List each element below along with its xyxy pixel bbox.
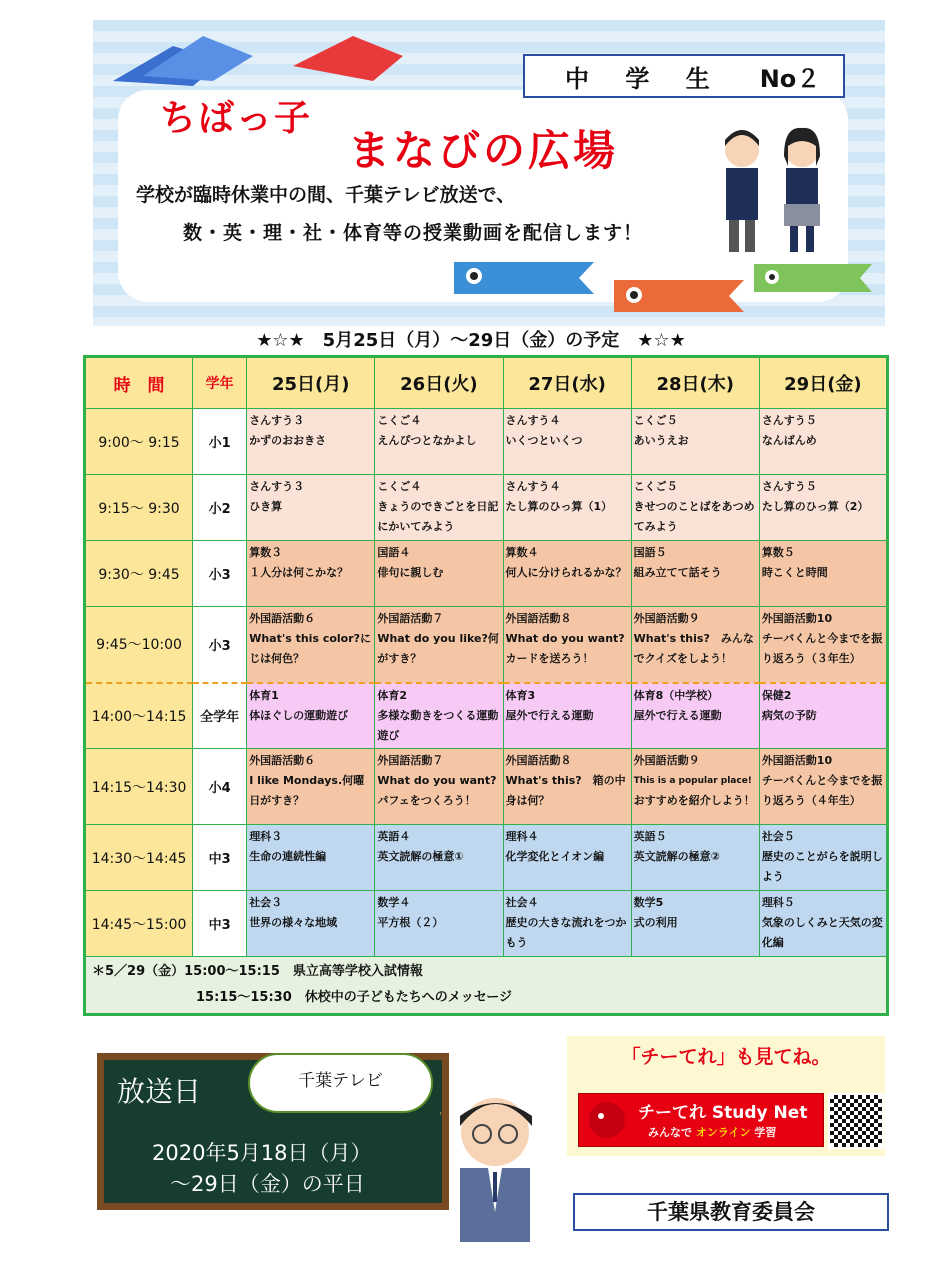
lesson-topic: 平方根（２） [377, 916, 444, 929]
lesson-subject: こくご５ [633, 414, 678, 427]
day-header: 25日(月) [247, 357, 375, 409]
lesson-cell [503, 891, 631, 957]
lesson-subject: 体育8（中学校） [633, 688, 719, 702]
lesson-cell [247, 409, 375, 475]
lesson-subject: さんすう３ [249, 480, 305, 493]
lesson-subject: 外国語活動８ [505, 754, 572, 767]
lesson-topic: たし算のひっ算（1） [505, 500, 613, 513]
lesson-cell [503, 825, 631, 891]
lesson-cell [503, 607, 631, 683]
lesson-cell [759, 409, 887, 475]
lesson-cell [503, 475, 631, 541]
lesson-topic: 多様な動きをつくる運動遊び [377, 708, 499, 742]
lesson-topic: 歴史の大きな流れをつかもう [505, 916, 627, 949]
lesson-cell [375, 607, 503, 683]
lesson-cell [631, 607, 759, 683]
lesson-cell [247, 607, 375, 683]
lesson-cell [247, 541, 375, 607]
table-row [85, 409, 888, 475]
lesson-cell [759, 749, 887, 825]
lesson-cell [503, 541, 631, 607]
lesson-cell [375, 825, 503, 891]
time-cell: 9:45～10:00 [85, 607, 193, 683]
table-row [85, 541, 888, 607]
lesson-topic: チーバくんと今までを振り返ろう（４年生） [761, 774, 883, 807]
grade-box [523, 54, 845, 98]
issue-number: No２ [759, 64, 821, 93]
lesson-topic: What do you like?何がすき？ [377, 632, 499, 665]
lesson-topic-small: This is a popular place! [633, 776, 752, 786]
carp-streamer-icons [454, 258, 874, 318]
grade-cell: 小3 [193, 541, 247, 607]
time-cell: 9:15～ 9:30 [85, 475, 193, 541]
lesson-topic: 組み立てて話そう [633, 566, 722, 579]
lesson-topic: 式の利用 [633, 916, 678, 929]
lesson-topic: What's this? 箱の中身は何？ [505, 774, 626, 807]
lesson-topic: 俳句に親しむ [377, 566, 444, 579]
lesson-subject: 算数４ [505, 546, 539, 559]
lesson-topic: 体ほぐしの運動遊び [249, 708, 349, 722]
lesson-subject: 国語５ [633, 546, 667, 559]
lesson-topic: 屋外で行える運動 [633, 708, 722, 722]
lesson-topic: きょうのできごとを日記にかいてみよう [377, 500, 499, 533]
time-cell: 14:15～14:30 [85, 749, 193, 825]
lesson-subject: さんすう４ [505, 480, 561, 493]
lesson-topic: 何人に分けられるかな？ [505, 566, 627, 579]
grade-cell: 全学年 [193, 683, 247, 749]
lesson-cell [375, 749, 503, 825]
lesson-topic: What do you want? カードを送ろう！ [505, 632, 625, 665]
lesson-topic: あいうえお [633, 434, 689, 447]
grade-cell: 小4 [193, 749, 247, 825]
lesson-topic: 病気の予防 [761, 708, 817, 722]
lesson-cell [247, 475, 375, 541]
lesson-cell [759, 607, 887, 683]
lesson-subject: 外国語活動８ [505, 612, 572, 625]
lesson-topic: 時こくと時間 [761, 566, 828, 579]
lesson-subject: 数学5 [633, 896, 664, 909]
lesson-topic: 英文読解の極意② [633, 850, 720, 863]
lesson-subject: こくご４ [377, 480, 422, 493]
study-net-tagline [648, 1124, 776, 1140]
time-cell: 14:00～14:15 [85, 683, 193, 749]
lesson-subject: 体育1 [249, 688, 279, 702]
lesson-subject: 理科３ [249, 830, 283, 843]
lesson-topic: ひき算 [249, 500, 283, 513]
day-header: 27日(水) [503, 357, 631, 409]
lesson-subject: 国語４ [377, 546, 411, 559]
lesson-subject: 外国語活動７ [377, 754, 444, 767]
lesson-subject: 理科４ [505, 830, 539, 843]
grade-cell: 小2 [193, 475, 247, 541]
date-range: ★☆★ 5月25日（月）～29日（金）の予定 ★☆★ [256, 330, 686, 351]
note-line-2: 15:15～15:30 休校中の子どもたちへのメッセージ [196, 990, 512, 1005]
lesson-subject: 英語４ [377, 830, 411, 843]
lesson-cell [631, 475, 759, 541]
lesson-cell [247, 749, 375, 825]
lesson-subject: さんすう５ [761, 480, 817, 493]
lesson-cell [759, 683, 887, 749]
study-net-brand: チーてれ Study Net [638, 1103, 808, 1123]
note-line-1: ＊5／29（金）15:00～15:15 県立高等学校入試情報 [92, 964, 423, 979]
students-illustration [712, 122, 842, 257]
lesson-cell [503, 409, 631, 475]
lesson-cell [375, 541, 503, 607]
day-header: 26日(火) [375, 357, 503, 409]
lesson-topic: いくつといくつ [505, 434, 583, 447]
lesson-topic: チーバくんと今までを振り返ろう（３年生） [761, 632, 883, 665]
table-row [85, 825, 888, 891]
lesson-cell [247, 825, 375, 891]
publisher-box: 千葉県教育委員会 [573, 1193, 889, 1231]
teacher-illustration [440, 1082, 560, 1242]
lesson-cell [631, 541, 759, 607]
lesson-cell [247, 683, 375, 749]
lesson-subject: 数学４ [377, 896, 411, 909]
lesson-topic: きせつのことばをあつめてみよう [633, 500, 755, 533]
lesson-subject: こくご４ [377, 414, 422, 427]
lesson-topic: 生命の連続性編 [249, 850, 327, 863]
lesson-topic: 歴史のことがらを説明しよう [761, 850, 883, 883]
chiiba-kun-icon [585, 1098, 629, 1142]
tagline-online: オンライン [695, 1126, 751, 1139]
grade-cell: 中3 [193, 825, 247, 891]
lesson-topic: おすすめを紹介しよう！ [633, 794, 755, 807]
speech-cloud: 千葉テレビ [248, 1053, 433, 1113]
lesson-subject: 社会５ [761, 830, 795, 843]
day-header: 29日(金) [759, 357, 887, 409]
grade-cell: 小1 [193, 409, 247, 475]
koinobori-decoration [103, 26, 453, 96]
time-cell: 14:30～14:45 [85, 825, 193, 891]
lesson-topic: What do you want? パフェをつくろう！ [377, 774, 497, 807]
lesson-subject: 社会４ [505, 896, 539, 909]
lesson-subject: 外国語活動６ [249, 754, 316, 767]
schedule-table [83, 355, 889, 1016]
lesson-subject: 社会３ [249, 896, 283, 909]
lesson-topic: なんばんめ [761, 434, 817, 447]
lesson-cell [375, 409, 503, 475]
lesson-subject: さんすう４ [505, 414, 561, 427]
table-row [85, 607, 888, 683]
grade-label: 中 学 生 [565, 64, 724, 93]
time-cell: 9:00～ 9:15 [85, 409, 193, 475]
broadcast-date-label: 放送日 [117, 1075, 202, 1108]
lesson-cell [503, 683, 631, 749]
lesson-subject: さんすう５ [761, 414, 817, 427]
lesson-topic: １人分は何こかな？ [249, 566, 349, 579]
lesson-topic: たし算のひっ算（2） [761, 500, 869, 513]
table-header-row [85, 357, 888, 409]
lesson-topic: I like Mondays.何曜日がすき？ [249, 774, 365, 807]
lesson-subject: 算数５ [761, 546, 795, 559]
lesson-topic: かずのおおきさ [249, 434, 327, 447]
table-row [85, 683, 888, 749]
title-line-1: ちばっ子 [160, 98, 313, 139]
title-line-2: まなびの広場 [348, 126, 619, 175]
day-header: 28日(木) [631, 357, 759, 409]
broadcast-date-line-2: ～29日（金）の平日 [170, 1172, 365, 1196]
lesson-subject: 外国語活動９ [633, 612, 700, 625]
lesson-cell [247, 891, 375, 957]
description-line-1: 学校が臨時休業中の間、千葉テレビ放送で、 [136, 184, 516, 206]
lesson-topic: 気象のしくみと天気の変化編 [761, 916, 883, 949]
lesson-subject: 体育2 [377, 688, 407, 702]
description-line-2: 数・英・理・社・体育等の授業動画を配信します！ [183, 222, 644, 244]
lesson-cell [503, 749, 631, 825]
lesson-topic: What's this? みんなでクイズをしよう！ [633, 632, 754, 665]
lesson-topic: 世界の様々な地域 [249, 916, 338, 929]
grade-column-header: 学年 [193, 357, 247, 409]
broadcast-date-line-1: 2020年5月18日（月） [152, 1141, 372, 1165]
lesson-cell [631, 683, 759, 749]
lesson-subject: 理科５ [761, 896, 795, 909]
lesson-cell [759, 825, 887, 891]
qr-code-icon[interactable] [828, 1093, 884, 1149]
lesson-topic: What's this color?にじは何色？ [249, 632, 372, 665]
time-column-header: 時 間 [85, 357, 193, 409]
lesson-subject: 外国語活動６ [249, 612, 316, 625]
lesson-topic: 屋外で行える運動 [505, 708, 594, 722]
lesson-cell [759, 475, 887, 541]
grade-cell: 中3 [193, 891, 247, 957]
lesson-cell [375, 891, 503, 957]
lesson-subject: こくご５ [633, 480, 678, 493]
lesson-subject: 外国語活動９ [633, 754, 700, 767]
lesson-subject: 外国語活動10 [761, 754, 833, 767]
tagline-prefix: みんなで [648, 1126, 696, 1139]
notes-row [85, 957, 888, 1015]
lesson-cell [375, 475, 503, 541]
lesson-subject: 保健2 [761, 688, 792, 702]
lesson-topic: 英文読解の極意① [377, 850, 464, 863]
schedule-notes [85, 957, 888, 1015]
grade-cell: 小3 [193, 607, 247, 683]
lesson-cell [631, 825, 759, 891]
lesson-cell [631, 891, 759, 957]
lesson-subject: 外国語活動７ [377, 612, 444, 625]
lesson-cell [631, 409, 759, 475]
lesson-subject: 英語５ [633, 830, 667, 843]
ad-title: 「チーてれ」も見てね。 [621, 1046, 831, 1068]
lesson-cell [631, 749, 759, 825]
time-cell: 9:30～ 9:45 [85, 541, 193, 607]
lesson-subject: 算数３ [249, 546, 283, 559]
lesson-topic: 化学変化とイオン編 [505, 850, 605, 863]
table-row [85, 749, 888, 825]
time-cell: 14:45～15:00 [85, 891, 193, 957]
lesson-cell [759, 541, 887, 607]
lesson-subject: 体育3 [505, 688, 536, 702]
lesson-cell [375, 683, 503, 749]
tagline-suffix: 学習 [750, 1126, 777, 1139]
lesson-subject: さんすう３ [249, 414, 305, 427]
lesson-topic: えんぴつとなかよし [377, 434, 477, 447]
table-row [85, 891, 888, 957]
lesson-cell [759, 891, 887, 957]
lesson-subject: 外国語活動10 [761, 612, 833, 625]
table-row [85, 475, 888, 541]
